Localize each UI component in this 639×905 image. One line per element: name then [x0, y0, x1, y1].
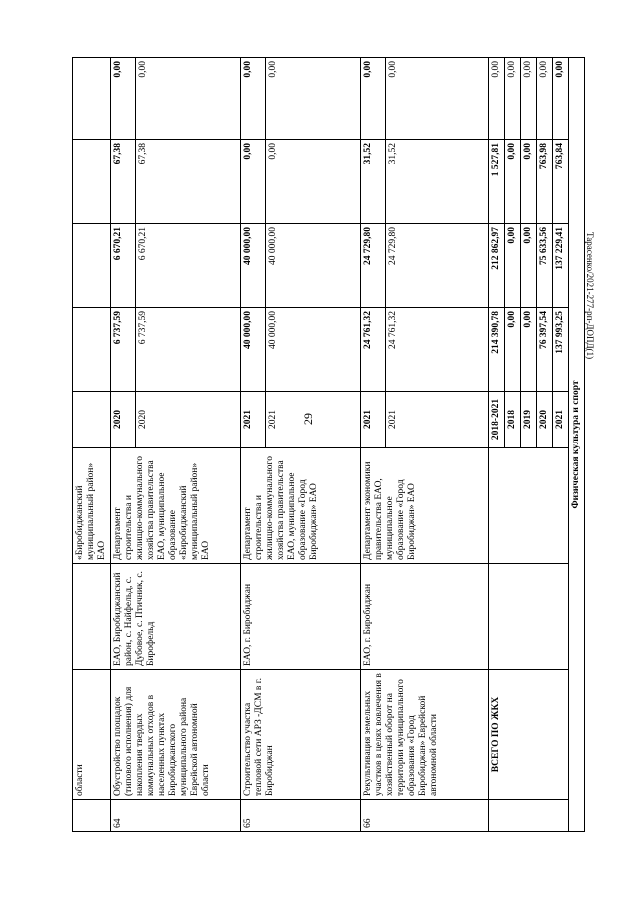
- amount-cell: 0,00: [136, 58, 241, 140]
- amount-cell: 24 761,32: [386, 308, 489, 392]
- amount-cell: 0,00: [537, 58, 553, 140]
- year-cell: 2021: [553, 392, 569, 448]
- amount-cell: 67,38: [111, 140, 136, 224]
- carry-over-executor: «Биробиджанский муниципальный район» ЕАО: [73, 448, 111, 564]
- amount-cell: 31,52: [386, 140, 489, 224]
- amount-cell: 137 229,41: [553, 224, 569, 308]
- project-location: ЕАО, г. Биробиджан: [241, 564, 361, 670]
- amount-cell: 0,00: [266, 58, 361, 140]
- project-id: 64: [111, 800, 241, 832]
- year-cell: 2020: [111, 392, 136, 448]
- summary-row: [489, 58, 505, 832]
- amount-cell: 0,00: [111, 58, 136, 140]
- year-cell: 2020: [537, 392, 553, 448]
- year-cell: 2021: [386, 392, 489, 448]
- amount-cell: 0,00: [553, 58, 569, 140]
- amount-cell: 6 670,21: [111, 224, 136, 308]
- year-cell: 2018: [505, 392, 521, 448]
- amount-cell: 0,00: [521, 224, 537, 308]
- project-row-66-total: [361, 58, 386, 832]
- amount-cell: 1 527,81: [489, 140, 505, 224]
- project-name: Рекультивация земельных участков в целях вовлечения в хозяйственный оборот на территории муниципального образования «Город Биробиджан» Еврейской автономной области: [361, 670, 489, 800]
- amount-cell: 6 737,59: [136, 308, 241, 392]
- amount-cell: 40 000,00: [266, 224, 361, 308]
- amount-cell: 76 397,54: [537, 308, 553, 392]
- project-row-64-total: [111, 58, 136, 832]
- amount-cell: 763,98: [537, 140, 553, 224]
- amount-cell: 40 000,00: [241, 308, 266, 392]
- amount-cell: 24 729,80: [386, 224, 489, 308]
- amount-cell: 6 737,59: [111, 308, 136, 392]
- project-executor: Департамент строительства и жилищно-коммунального хозяйства правительства ЕАО, муниципальное образование «Биробиджанский муниципальный район» ЕАО: [111, 448, 241, 564]
- carry-over-name: области: [73, 670, 111, 800]
- summary-label: ВСЕГО ПО ЖКХ: [489, 670, 569, 800]
- amount-cell: 0,00: [266, 140, 361, 224]
- project-name: Обустройство площадок (типового исполнения) для накопления твердых коммунальных отходов в населенных пунктах Биробиджанского муниципального района Еврейской автономной области: [111, 670, 241, 800]
- year-cell: 2019: [521, 392, 537, 448]
- year-cell: 2020: [136, 392, 241, 448]
- program-table: [72, 57, 585, 832]
- amount-cell: 75 633,56: [537, 224, 553, 308]
- year-cell: 2021: [361, 392, 386, 448]
- amount-cell: 0,00: [521, 58, 537, 140]
- carry-over-row: [73, 58, 111, 832]
- amount-cell: 0,00: [521, 308, 537, 392]
- amount-cell: 212 862,97: [489, 224, 505, 308]
- amount-cell: 24 761,32: [361, 308, 386, 392]
- project-id: 66: [361, 800, 489, 832]
- amount-cell: 0,00: [241, 140, 266, 224]
- project-name: Строительство участка тепловой сети АРЗ -ДСМ в г. Биробиджан: [241, 670, 361, 800]
- amount-cell: 0,00: [241, 58, 266, 140]
- amount-cell: 137 993,25: [553, 308, 569, 392]
- project-executor: Департамент строительства и жилищно-коммунального хозяйства правительства ЕАО, муниципальное образование «Город Биробиджан» ЕАО: [241, 448, 361, 564]
- document-footer-code: Тарасенко/2021-277-рп-ДОПД(1): [585, 232, 595, 360]
- amount-cell: 67,38: [136, 140, 241, 224]
- project-row-65-total: [241, 58, 266, 832]
- year-cell: 2021: [266, 392, 361, 448]
- amount-cell: 24 729,80: [361, 224, 386, 308]
- amount-cell: 0,00: [505, 58, 521, 140]
- amount-cell: 31,52: [361, 140, 386, 224]
- amount-cell: 40 000,00: [241, 224, 266, 308]
- page-number: 29: [301, 413, 315, 425]
- amount-cell: 763,84: [553, 140, 569, 224]
- amount-cell: 0,00: [521, 140, 537, 224]
- year-cell: 2021: [241, 392, 266, 448]
- section-heading: Физическая культура и спорт: [569, 58, 585, 832]
- year-cell: 2018-2021: [489, 392, 505, 448]
- amount-cell: 0,00: [489, 58, 505, 140]
- amount-cell: 0,00: [386, 58, 489, 140]
- amount-cell: 0,00: [505, 308, 521, 392]
- rotated-table-container: [72, 58, 581, 832]
- project-executor: Департамент экономики правительства ЕАО, муниципальное образование «Город Биробиджан» ЕАО: [361, 448, 489, 564]
- amount-cell: 0,00: [505, 140, 521, 224]
- amount-cell: 214 390,78: [489, 308, 505, 392]
- project-id: 65: [241, 800, 361, 832]
- project-location: ЕАО, Биробиджанский район, с. Найфельд, с. Дубовое, с. Птичник, с. Бирофельд: [111, 564, 241, 670]
- section-heading-row: [569, 58, 585, 832]
- project-location: ЕАО, г. Биробиджан: [361, 564, 489, 670]
- amount-cell: 6 670,21: [136, 224, 241, 308]
- amount-cell: 40 000,00: [266, 308, 361, 392]
- amount-cell: 0,00: [361, 58, 386, 140]
- amount-cell: 0,00: [505, 224, 521, 308]
